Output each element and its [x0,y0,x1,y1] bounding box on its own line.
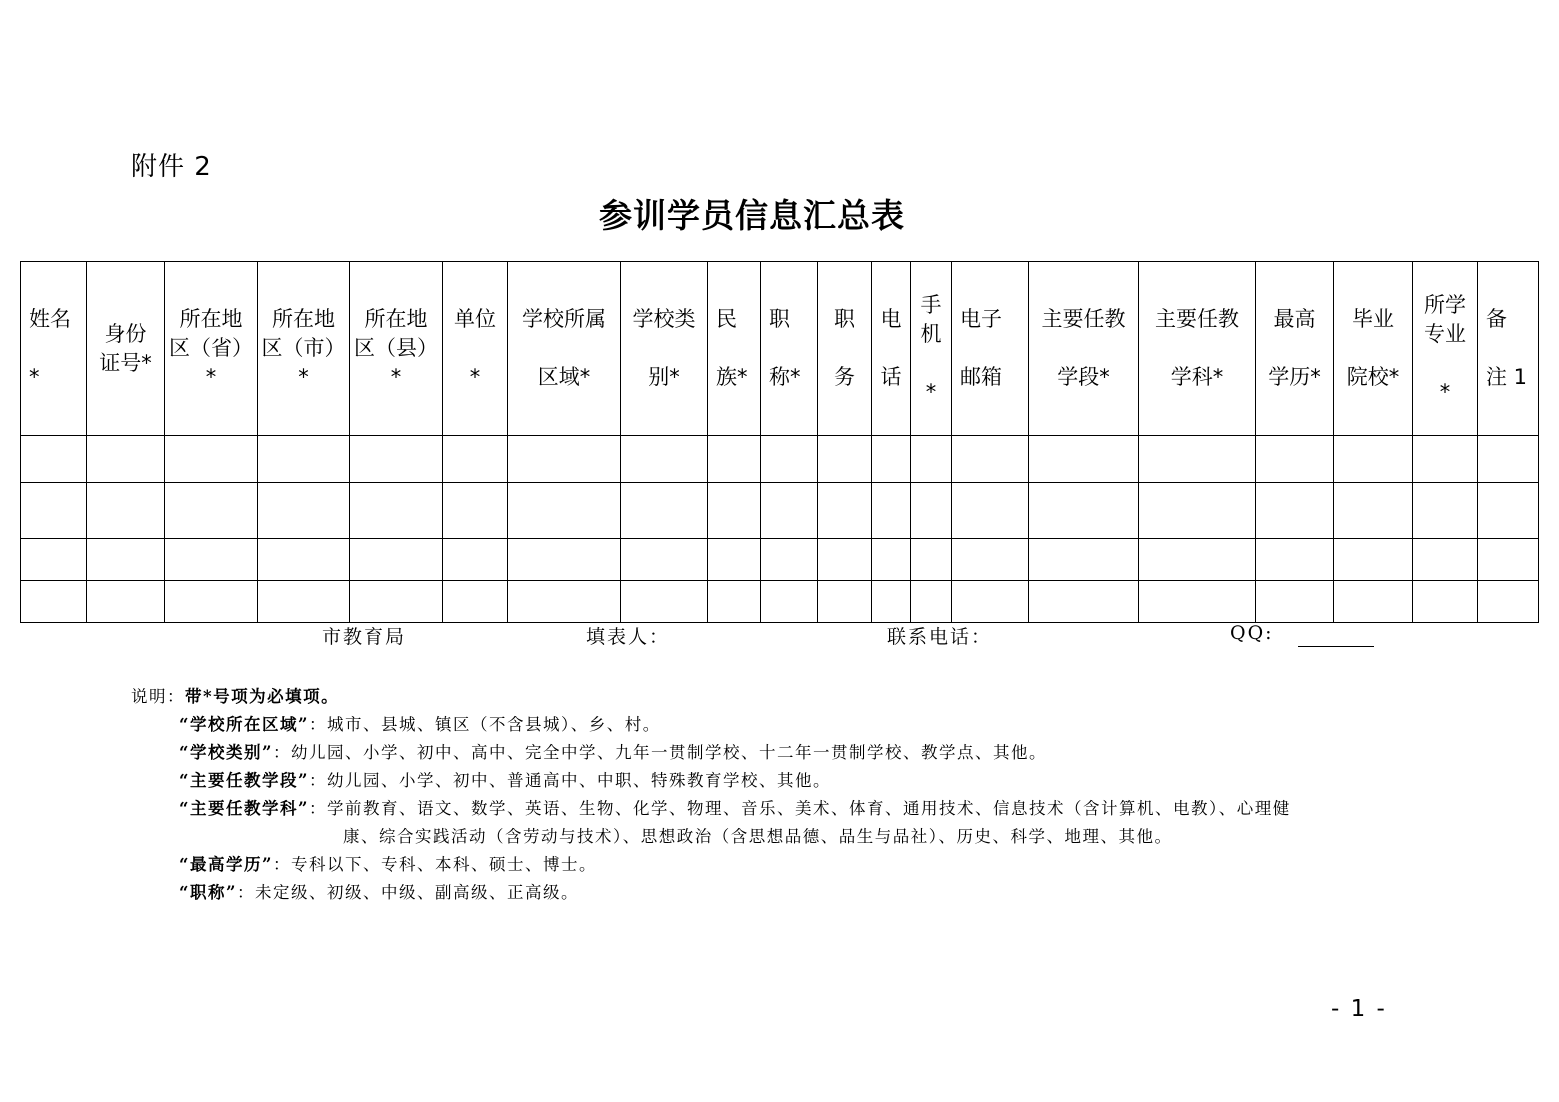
header-line: 电子 [960,307,1002,331]
header-line: * [205,365,217,389]
table-cell[interactable] [818,436,872,483]
header-col-teaching-stage [1029,262,1139,436]
header-line: 所学 [1424,292,1466,317]
table-cell[interactable] [443,539,508,581]
header-line: 所在地 [364,307,428,331]
notes-item [131,711,1291,739]
header-line: 最高 [1273,307,1316,331]
table-cell[interactable] [508,581,621,623]
header-line: 别* [648,365,680,389]
table-cell[interactable] [165,581,258,623]
header-col-city [258,262,350,436]
table-cell[interactable] [1334,436,1413,483]
header-line: * [29,365,40,389]
notes-intro [131,683,1291,711]
table-cell[interactable] [872,539,911,581]
table-cell[interactable] [165,539,258,581]
header-line: 区（县） [354,336,438,360]
table-cell[interactable] [1334,483,1413,539]
header-line [29,334,86,363]
table-cell[interactable] [1139,539,1256,581]
table-cell[interactable] [87,483,165,539]
table-cell[interactable] [911,539,952,581]
header-line: * [390,365,402,389]
notes-item-text: ：城市、县城、镇区（不含县城）、乡、村。 [308,715,661,734]
table-cell[interactable] [1256,581,1334,623]
table-cell[interactable] [872,581,911,623]
notes-item-text: ：幼儿园、小学、初中、高中、完全中学、九年一贯制学校、十二年一贯制学校、教学点、其他。 [272,743,1047,762]
header-line: 机 [920,321,942,346]
header-line: 称* [769,365,801,389]
table-cell[interactable] [1334,581,1413,623]
table-cell[interactable] [1139,436,1256,483]
header-line: 学校类 [632,307,696,331]
table-cell[interactable] [1478,483,1539,539]
table-cell[interactable] [911,581,952,623]
header-line: 姓名 [29,307,71,331]
table-cell[interactable] [1139,581,1256,623]
header-line: 所在地 [179,307,243,331]
header-line: 备 [1486,307,1507,331]
notes-item [131,823,1291,851]
table-row [21,581,1539,623]
header-line [818,334,871,363]
table-header-row [21,262,1539,436]
notes-item-label: “主要任教学段” [179,771,309,790]
page-title: 参训学员信息汇总表 [599,196,905,235]
header-line [1029,334,1138,363]
table-row [21,436,1539,483]
table-cell[interactable] [872,436,911,483]
table-cell[interactable] [761,539,818,581]
header-line: * [925,379,937,404]
table-cell[interactable] [258,539,350,581]
header-line: 话 [880,365,902,389]
header-line [1486,334,1538,363]
header-col-ethnicity [708,262,761,436]
table-cell[interactable] [911,483,952,539]
table-cell[interactable] [350,539,443,581]
table-cell[interactable] [1478,539,1539,581]
table-cell[interactable] [350,483,443,539]
header-line [1256,334,1333,363]
table-cell[interactable] [21,483,87,539]
table-cell[interactable] [21,436,87,483]
table-cell[interactable] [761,581,818,623]
table-cell[interactable] [1256,539,1334,581]
header-col-school-region [508,262,621,436]
table-cell[interactable] [911,436,952,483]
header-line: 区（市） [261,336,346,360]
table-cell[interactable] [621,483,708,539]
table-cell[interactable] [350,436,443,483]
table-cell[interactable] [761,483,818,539]
table-cell[interactable] [258,581,350,623]
attachment-label: 附件 2 [131,152,212,182]
notes-section [131,683,1291,907]
header-col-education [1256,262,1334,436]
header-line [443,334,507,363]
trainee-info-table [20,261,1539,623]
header-line: * [1439,379,1451,404]
table-row [21,483,1539,539]
table-cell[interactable] [818,539,872,581]
header-line: 职 [769,307,790,331]
header-col-province [165,262,258,436]
header-line: 学历* [1268,365,1321,389]
table-cell[interactable] [21,539,87,581]
header-col-unit [443,262,508,436]
table-cell[interactable] [258,483,350,539]
header-line [508,334,620,363]
table-cell[interactable] [1413,483,1478,539]
table-cell[interactable] [952,483,1029,539]
table-cell[interactable] [1256,483,1334,539]
table-cell[interactable] [508,539,621,581]
header-line: 区（省） [169,336,253,360]
table-cell[interactable] [818,483,872,539]
table-cell[interactable] [1334,539,1413,581]
qq-blank-line [1298,646,1374,647]
table-cell[interactable] [165,483,258,539]
header-line: 邮箱 [960,365,1002,389]
header-col-teaching-subject [1139,262,1256,436]
header-line: 族* [716,365,748,389]
header-line: 毕业 [1352,307,1394,331]
table-cell[interactable] [761,436,818,483]
table-cell[interactable] [1413,436,1478,483]
notes-item-text: ：未定级、初级、中级、副高级、正高级。 [236,883,579,902]
table-cell[interactable] [1413,539,1478,581]
table-cell[interactable] [952,539,1029,581]
header-line: 区域* [537,365,591,389]
header-line [1334,334,1412,363]
notes-intro-text: 带*号项为必填项。 [185,687,340,706]
table-cell[interactable] [165,436,258,483]
table-cell[interactable] [508,436,621,483]
header-col-email [952,262,1029,436]
header-line: 注 1 [1486,365,1528,389]
header-col-phone [872,262,911,436]
header-line: 学科* [1170,365,1224,389]
header-line: 主要任教 [1041,307,1126,331]
notes-item-label: “学校所在区域” [179,715,309,734]
table-cell[interactable] [621,539,708,581]
table-cell[interactable] [258,436,350,483]
header-col-remark [1478,262,1539,436]
table-cell[interactable] [443,581,508,623]
header-col-major [1413,262,1478,436]
header-line [911,349,951,378]
table-cell[interactable] [1029,539,1139,581]
notes-item-text: 康、综合实践活动（含劳动与技术）、思想政治（含思想品德、品生与品社）、历史、科学、地理、其他。 [343,827,1173,846]
table-cell[interactable] [1029,436,1139,483]
header-line: 主要任教 [1155,307,1239,331]
header-line: 手 [920,292,942,317]
table-cell[interactable] [708,436,761,483]
page-number: - 1 - [1331,996,1387,1022]
header-line: 专业 [1424,321,1466,346]
table-cell[interactable] [87,436,165,483]
header-line [872,334,910,363]
header-col-graduate-school [1334,262,1413,436]
table-cell[interactable] [350,581,443,623]
header-col-position [818,262,872,436]
header-line: * [469,365,481,389]
notes-item-label: “主要任教学科” [179,799,309,818]
footer-qq: QQ: [1230,622,1274,644]
table-cell[interactable] [1413,581,1478,623]
notes-intro-label: 说明： [131,687,185,706]
table-cell[interactable] [708,483,761,539]
notes-item-label: “学校类别” [179,743,273,762]
table-cell[interactable] [708,539,761,581]
footer-filler: 填表人： [586,626,671,648]
header-line: 证号* [99,350,152,375]
table-cell[interactable] [1478,581,1539,623]
table-cell[interactable] [621,436,708,483]
header-line: * [298,365,309,389]
table-cell[interactable] [1139,483,1256,539]
table-cell[interactable] [818,581,872,623]
header-col-mobile [911,262,952,436]
table-cell[interactable] [1478,436,1539,483]
notes-item-label: “职称” [179,883,237,902]
notes-item [131,795,1291,823]
table-cell[interactable] [1029,581,1139,623]
notes-item [131,767,1291,795]
notes-item-text: ：专科以下、专科、本科、硕士、博士。 [272,855,597,874]
header-line: 院校* [1346,365,1400,389]
header-line [1139,334,1255,363]
table-cell[interactable] [1256,436,1334,483]
notes-item [131,879,1291,907]
table-cell[interactable] [443,483,508,539]
table-cell[interactable] [443,436,508,483]
header-col-id [87,262,165,436]
header-col-title [761,262,818,436]
table-cell[interactable] [508,483,621,539]
table-cell[interactable] [872,483,911,539]
notes-item-text: ：幼儿园、小学、初中、普通高中、中职、特殊教育学校、其他。 [308,771,831,790]
notes-item [131,739,1291,767]
header-line: 学段* [1057,365,1110,389]
notes-item [131,851,1291,879]
table-cell[interactable] [21,581,87,623]
header-line: 职 [834,307,855,331]
table-cell[interactable] [87,581,165,623]
header-line: 电 [880,307,902,331]
table-cell[interactable] [952,436,1029,483]
header-line: 单位 [454,307,496,331]
table-cell[interactable] [952,581,1029,623]
header-line: 身份 [104,321,147,346]
table-row [21,539,1539,581]
header-line: 民 [716,307,737,331]
table-cell[interactable] [621,581,708,623]
header-line: 学校所属 [522,307,606,331]
table-cell[interactable] [1029,483,1139,539]
header-line: 所在地 [272,307,335,331]
header-line [1413,349,1477,378]
footer-contact: 联系电话： [887,626,993,648]
table-cell[interactable] [708,581,761,623]
header-line: 务 [834,365,855,389]
header-line [621,334,707,363]
notes-item-text: ：学前教育、语文、数学、英语、生物、化学、物理、音乐、美术、体育、通用技术、信息技术（含计算机、电教）、心理健 [308,799,1291,818]
header-col-county [350,262,443,436]
notes-item-label: “最高学历” [179,855,273,874]
header-col-name [21,262,87,436]
footer-bureau: 市教育局 [322,626,407,648]
table-cell[interactable] [87,539,165,581]
header-col-school-type [621,262,708,436]
header-line [716,334,760,363]
header-line [960,334,1028,363]
header-line [769,334,817,363]
